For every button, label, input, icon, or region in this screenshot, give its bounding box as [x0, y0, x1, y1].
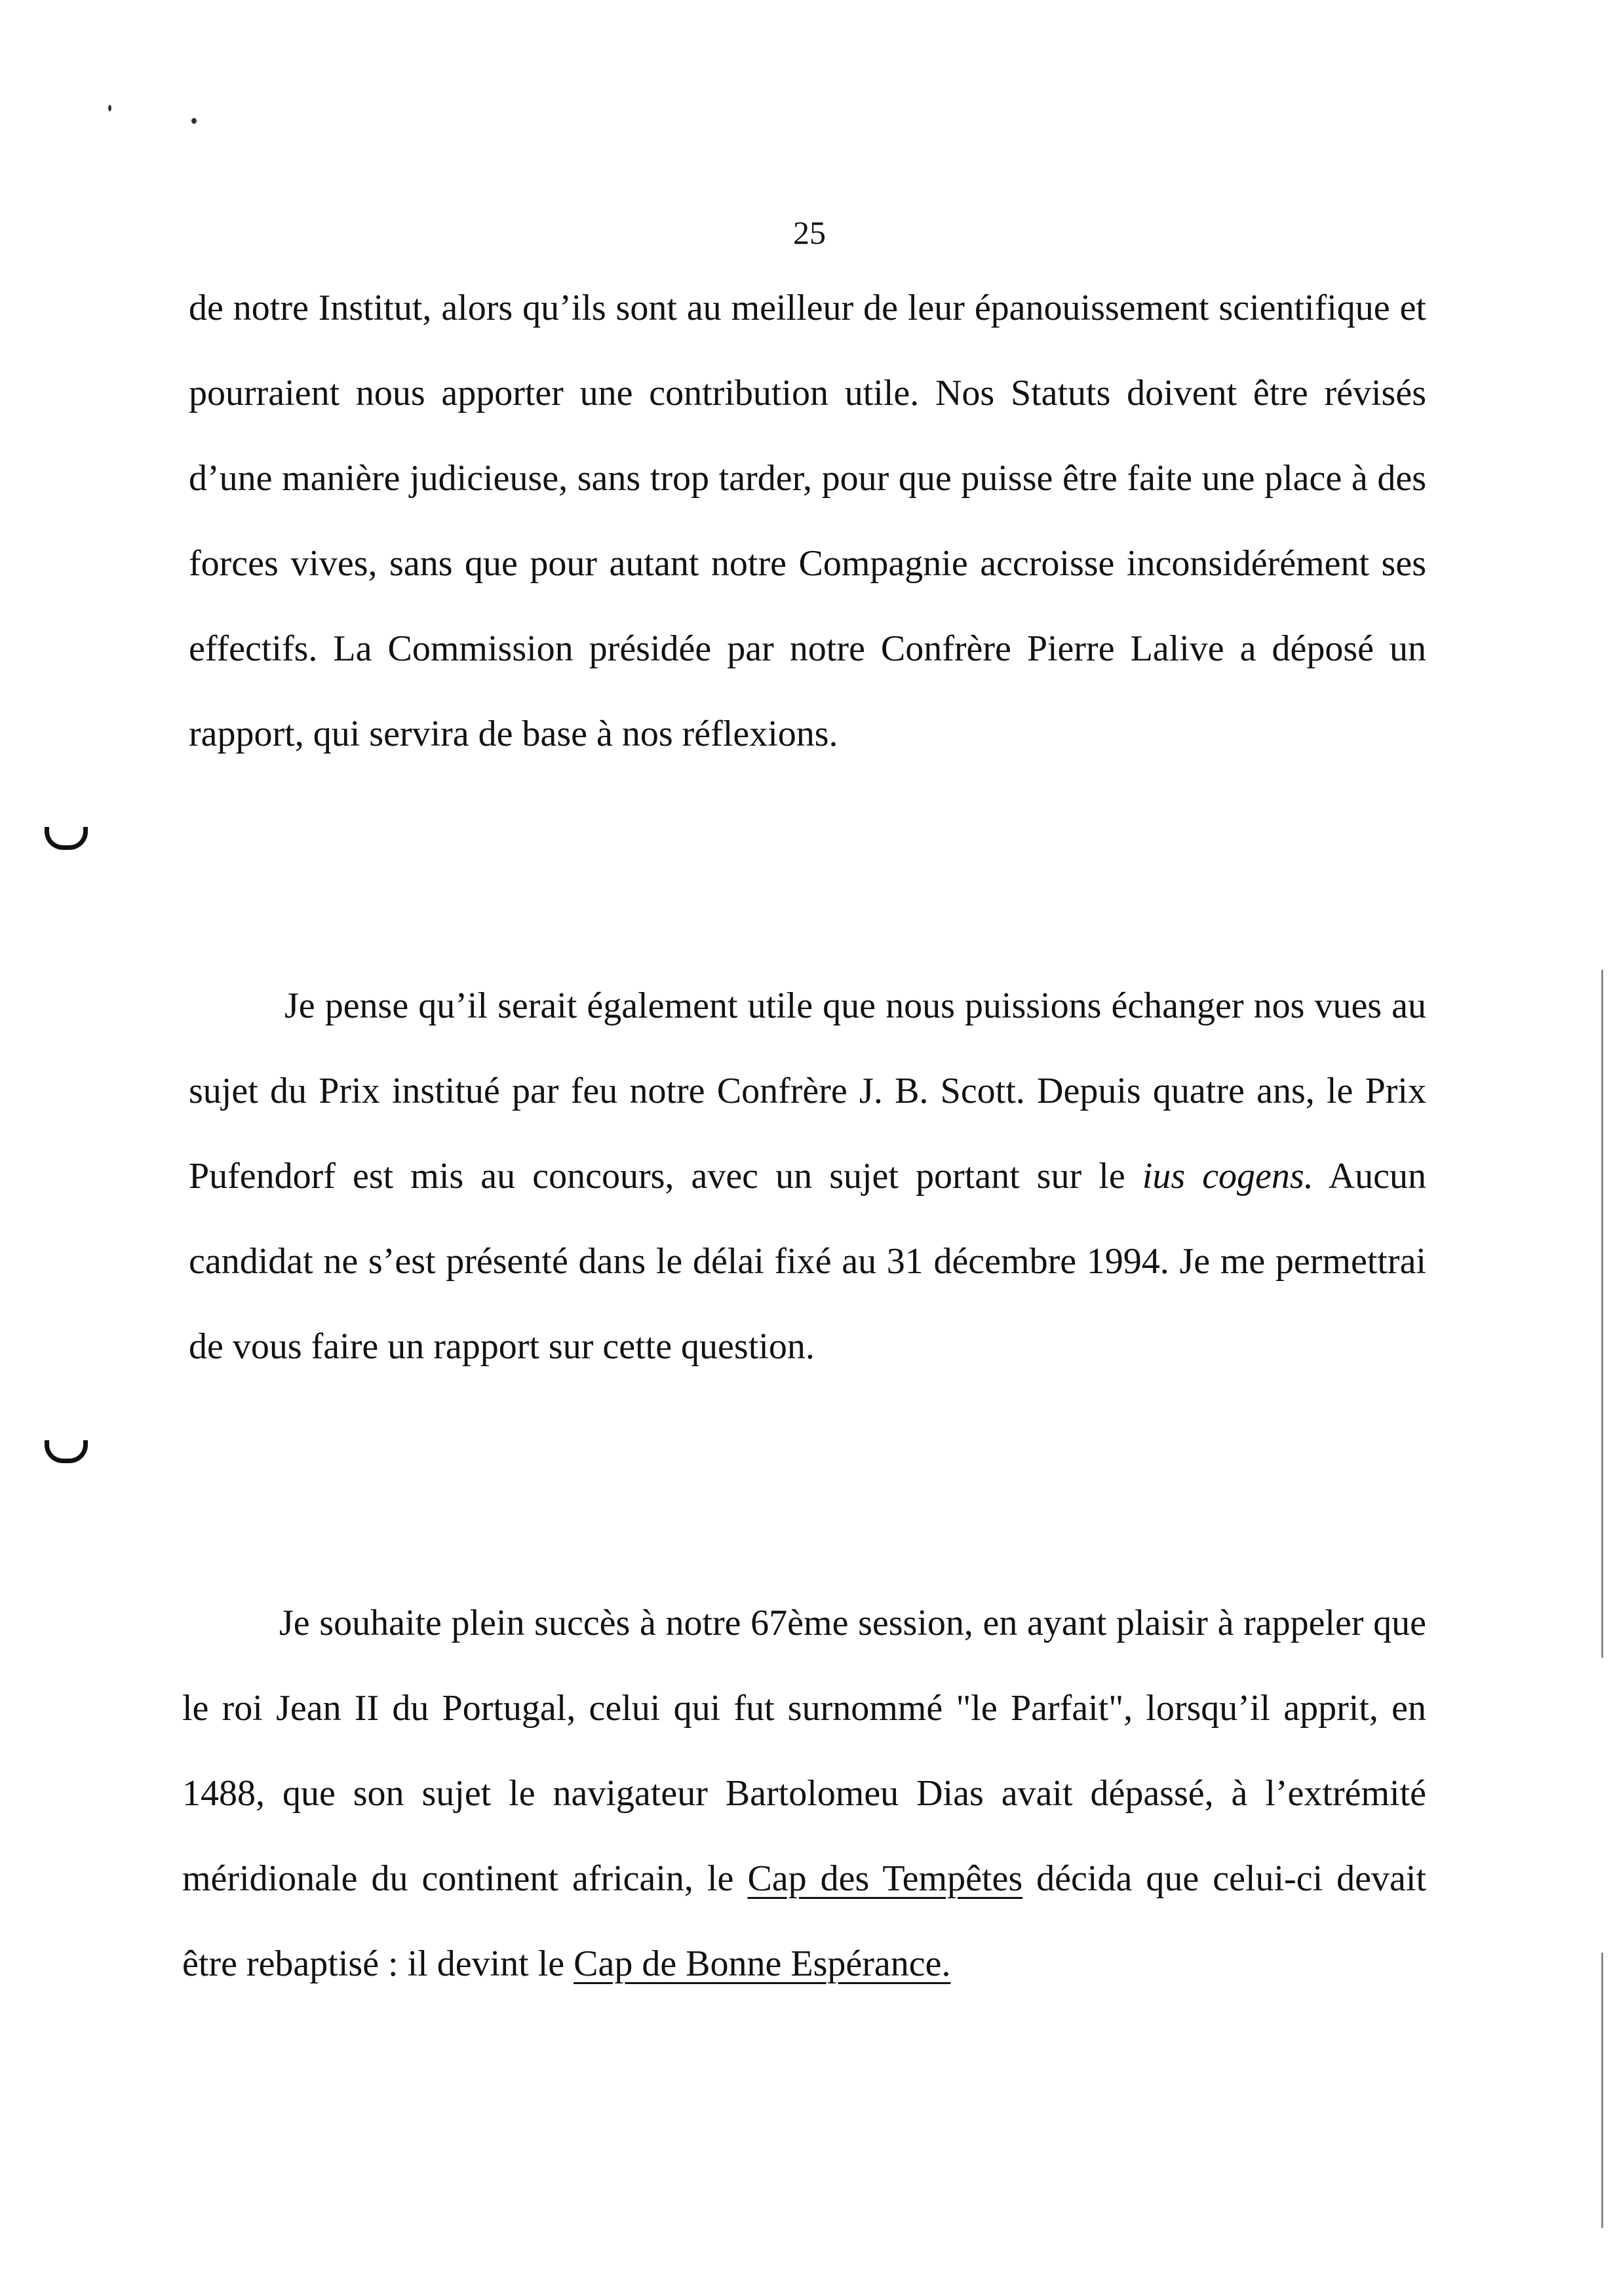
scan-edge-line	[1601, 1953, 1603, 2228]
paragraph-text: Aucun candidat ne s’est présenté dans le délai fixé au 31 décembre 1994. Je me permettrai de vous faire un rapport sur cette question.	[189, 1156, 1426, 1367]
margin-check-mark	[45, 1440, 88, 1463]
margin-check-mark	[45, 827, 88, 850]
scan-edge-line	[1601, 970, 1603, 1658]
paragraph-prix-pufendorf	[189, 963, 1426, 1389]
paragraph-text: Je pense qu’il serait également utile que nous puissions échanger nos vues au sujet du Prix institué par feu notre Confrère J. B. Scott. Depuis quatre ans, le Prix Pufendorf est mis au concours, avec un sujet portant sur le	[189, 985, 1426, 1196]
paragraph-text: Je souhaite plein succès à notre 67ème session, en ayant plaisir à rappeler que le roi Jean II du Portugal, celui qui fut surnommé "le Parfait", lorsqu’il apprit, en 1488, que son sujet le navigateur Bartolomeu Dias avait dépassé, à l’extrémité méridionale du continent africain, le	[182, 1603, 1426, 1899]
italic-term: ius cogens.	[1142, 1156, 1313, 1196]
scan-speck	[191, 118, 197, 124]
paragraph-text: décida que celui-ci devait être rebaptisé : il devint le	[182, 1858, 1426, 1984]
paragraph-session-wishes	[182, 1580, 1426, 2006]
paragraph-statuts: de notre Institut, alors qu’ils sont au meilleur de leur épanouissement scientifique et pourraient nous apporter une contribution utile. Nos Statuts doivent être révisés d’une manière judicieuse, sans trop tarder, pour que puisse être faite une place à des forces vives, sans que pour autant notre Compagnie accroisse inconsidérément ses effectifs. La Commission présidée par notre Confrère Pierre Lalive a déposé un rapport, qui servira de base à nos réflexions.	[189, 288, 1426, 754]
underlined-place-cap-de-bonne-esperance: Cap de Bonne Espérance.	[574, 1943, 951, 1984]
page-number: 25	[793, 214, 826, 251]
scan-speck	[108, 105, 111, 111]
underlined-place-cap-des-tempetes: Cap des Tempêtes	[747, 1858, 1023, 1899]
